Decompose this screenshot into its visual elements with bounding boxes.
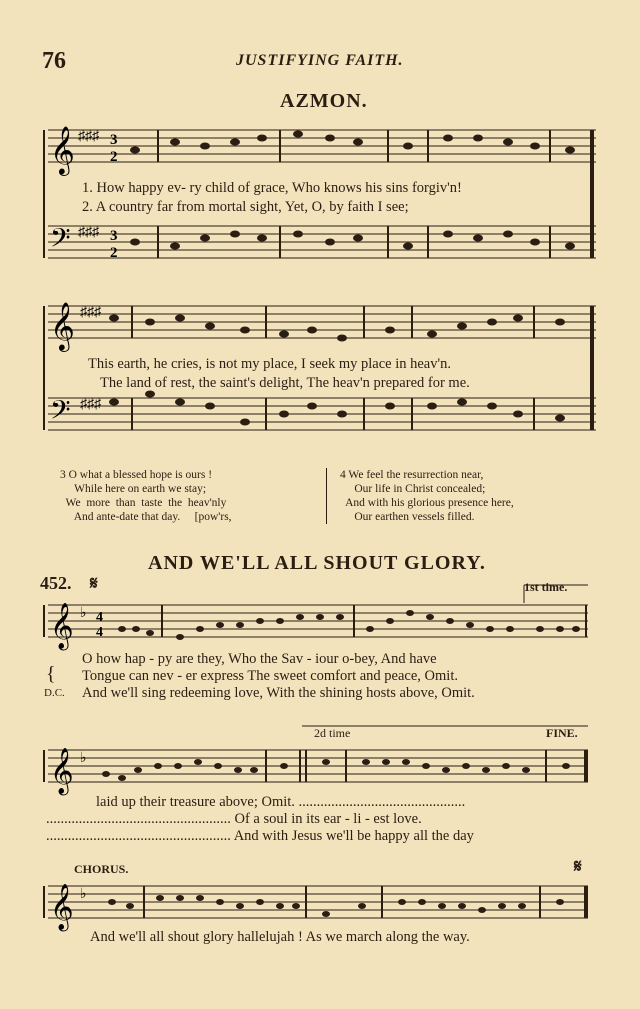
page-number: 76 (42, 48, 66, 74)
hymn-system-1 (40, 595, 600, 650)
svg-text:4: 4 (96, 625, 103, 640)
segno-icon: 𝄋 (90, 573, 98, 593)
svg-text:3: 3 (110, 132, 118, 148)
svg-text:𝄞: 𝄞 (50, 301, 75, 350)
svg-text:4: 4 (96, 610, 103, 625)
azmon-verse-3: 3 O what a blessed hope is ours ! While here on earth we stay; We more than taste the heav'nly And ante-date that day. [pow'rs, (60, 469, 232, 523)
chorus-label: CHORUS. (74, 862, 129, 876)
hymn-lyric-1-verse-2: Tongue can nev - er express The sweet comfort and peace, Omit. (82, 668, 458, 684)
running-title: JUSTIFYING FAITH. (236, 52, 404, 69)
svg-text:2: 2 (110, 245, 118, 261)
fine-label: FINE. (546, 726, 578, 740)
first-ending-label: 1st time. (524, 580, 568, 594)
svg-text:𝄞: 𝄞 (50, 884, 74, 930)
hymn-lyric-2-verse-1: laid up their treasure above; Omit. .............................................. (96, 794, 466, 810)
dc-label: D.C. (44, 687, 65, 699)
azmon-verse-4: 4 We feel the resurrection near, Our life in Christ concealed; And with his glorious presence here, Our earthen vessels filled. (340, 469, 514, 523)
hymn-number: 452. (40, 573, 72, 593)
svg-text:♯♯♯: ♯♯♯ (78, 129, 99, 144)
hymn-lyric-2-verse-2: ................................................... Of a soul in its ear - li - est love. (46, 811, 422, 827)
azmon-system-1 (40, 118, 600, 278)
hymn-title: AND WE'LL ALL SHOUT GLORY. (148, 552, 486, 574)
hymn-system-2 (40, 740, 600, 795)
svg-text:𝄞: 𝄞 (50, 125, 75, 174)
svg-text:♭: ♭ (80, 887, 87, 902)
tune-title-azmon: AZMON. (280, 90, 368, 112)
azmon-lyric-2-verse-1: This earth, he cries, is not my place, I seek my place in heav'n. (88, 356, 451, 372)
svg-text:♭: ♭ (80, 751, 87, 766)
svg-text:3: 3 (110, 228, 118, 244)
chorus-lyric: And we'll all shout glory hallelujah ! As we march along the way. (90, 929, 470, 945)
svg-text:𝄢: 𝄢 (50, 394, 71, 432)
svg-text:𝄢: 𝄢 (50, 222, 71, 260)
brace: { (46, 663, 56, 685)
svg-text:𝄞: 𝄞 (50, 748, 74, 794)
hymn-lyric-1-verse-1: O how hap - py are they, Who the Sav - iour o-bey, And have (82, 651, 437, 667)
azmon-lyric-2-verse-2: The land of rest, the saint's delight, The heav'n prepared for me. (100, 375, 470, 391)
svg-text:2: 2 (110, 149, 118, 165)
svg-text:♯♯♯: ♯♯♯ (80, 397, 101, 412)
segno-icon-end: 𝄋 (574, 856, 582, 876)
svg-text:♯♯♯: ♯♯♯ (80, 305, 101, 320)
hymn-chorus-system (40, 876, 600, 931)
verse-divider (326, 468, 327, 524)
hymn-lyric-2-refrain: ................................................... And with Jesus we'll be happy all the day (46, 828, 474, 844)
hymn-lyric-1-refrain: And we'll sing redeeming love, With the shining hosts above, Omit. (82, 685, 475, 701)
azmon-lyric-1-verse-1: 1. How happy ev- ry child of grace, Who knows his sins forgiv'n! (82, 180, 462, 196)
svg-text:♯♯♯: ♯♯♯ (78, 225, 99, 240)
svg-text:𝄞: 𝄞 (50, 603, 74, 649)
svg-text:♭: ♭ (80, 606, 87, 621)
azmon-lyric-1-verse-2: 2. A country far from mortal sight, Yet, O, by faith I see; (82, 199, 409, 215)
second-ending-label: 2d time (314, 726, 351, 740)
